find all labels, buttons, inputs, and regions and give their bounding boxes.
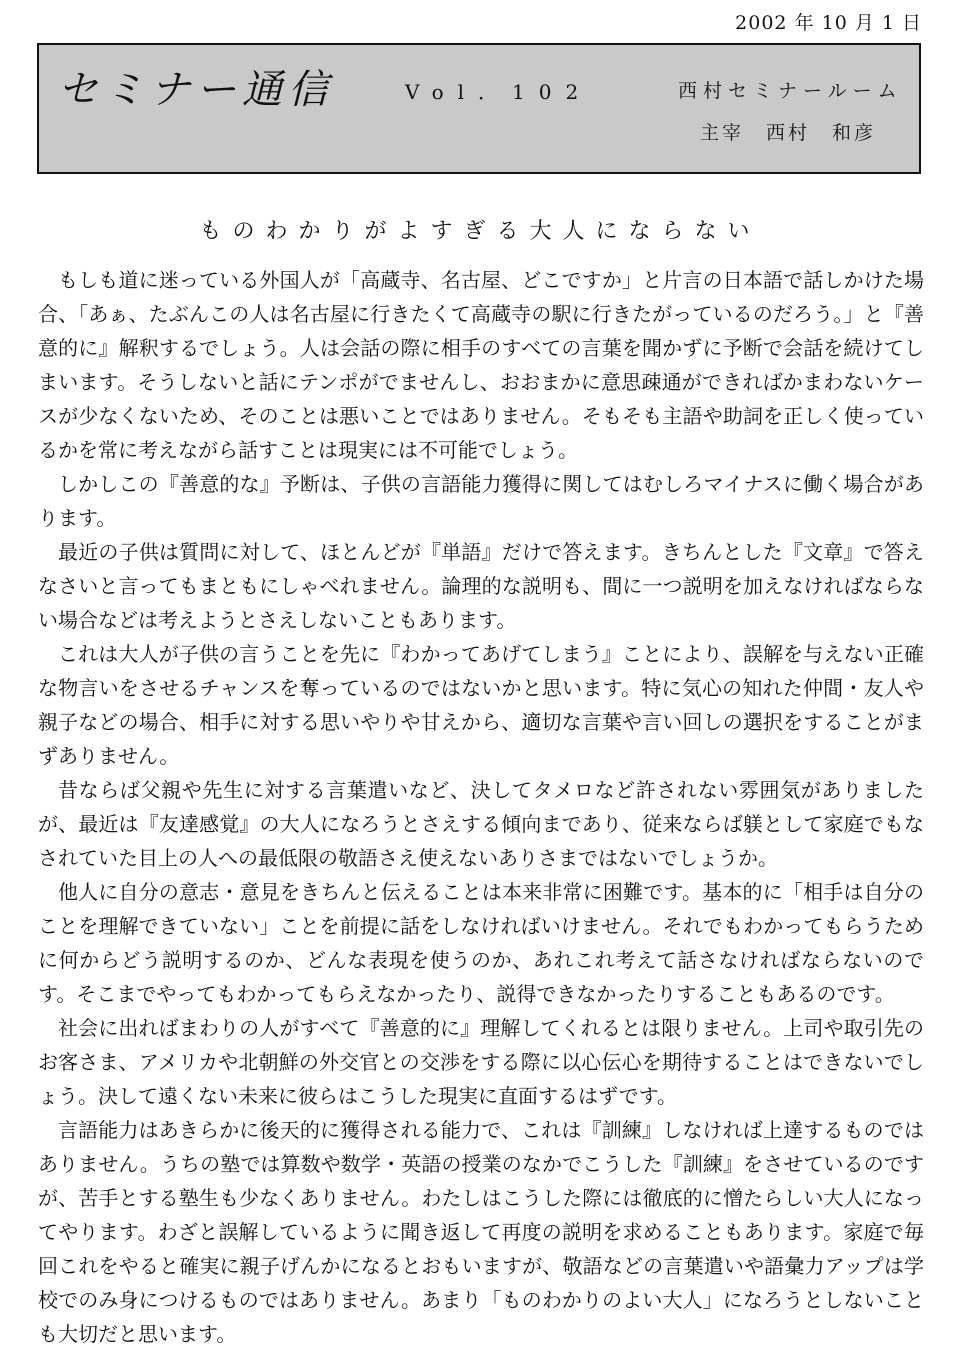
- newsletter-title: セミナー通信: [58, 67, 334, 113]
- article-headline: ものわかりがよすぎる大人にならない: [199, 219, 761, 244]
- article-paragraph: 言語能力はあきらかに後天的に獲得される能力で、これは『訓練』しなければ上達するものではありません。うちの塾では算数や数学・英語の授業のなかでこうした『訓練』をさせているのですが、苦手とする塾生も少なくありません。わたしはこうした際には徹底的に憎たらしい大人になってやります。わざと誤解しているように聞き返して再度の説明を求めることもあります。家庭で毎回これをやると確実に親子げんかになるとおもいますが、敬語などの言葉遣いや語彙力アップは学校でのみ身につけるものではありません。あまり「ものわかりのよい大人」になろうとしないことも大切だと思います。: [38, 1118, 924, 1346]
- article-body: [38, 263, 924, 1351]
- article-paragraph: これは大人が子供の言うことを先に『わかってあげてしまう』ことにより、誤解を与えない正確な物言いをさせるチャンスを奪っているのではないかと思います。特に気心の知れた仲間・友人や親子などの場合、相手に対する思いやりや甘えから、適切な言葉や言い回しの選択をすることがまずありません。: [38, 642, 924, 768]
- volume-number: Vol．102: [405, 80, 593, 104]
- organization-name: 西村セミナールーム: [678, 80, 903, 102]
- article-paragraph: もしも道に迷っている外国人が「高蔵寺、名古屋、どこですか」と片言の日本語で話しかけた場合、「あぁ、たぶんこの人は名古屋に行きたくて高蔵寺の駅に行きたがっているのだろう。」と『善意的に』解釈するでしょう。人は会話の際に相手のすべての言葉を聞かずに予断で会話を続けてしまいます。そうしないと話にテンポがでませんし、おおまかに意思疎通ができればかまわないケースが少なくないため、そのことは悪いことではありません。そもそも主語や助詞を正しく使っているかを常に考えながら話すことは現実には不可能でしょう。: [38, 268, 924, 462]
- article-paragraph: 昔ならば父親や先生に対する言葉遣いなど、決してタメロなど許されない雰囲気がありましたが、最近は『友達感覚』の大人になろうとさえする傾向まであり、従来ならば躾として家庭でもなされていた目上の人への最低限の敬語さえ使えないありさまではないでしょうか。: [38, 778, 924, 870]
- article-paragraph: 社会に出ればまわりの人がすべて『善意的に』理解してくれるとは限りません。上司や取引先のお客さま、アメリカや北朝鮮の外交官との交渉をする際に以心伝心を期待することはできないでしょう。決して遠くない未来に彼らはこうした現実に直面するはずです。: [38, 1016, 924, 1108]
- article-paragraph: 他人に自分の意志・意見をきちんと伝えることは本来非常に困難です。基本的に「相手は自分のことを理解できていない」ことを前提に話をしなければいけません。それでもわかってもらうために何からどう説明するのか、どんな表現を使うのか、あれこれ考えて話さなければならないのです。そこまでやってもわかってもらえなかったり、説得できなかったりすることもあるのです。: [38, 880, 924, 1006]
- article-paragraph: しかしこの『善意的な』予断は、子供の言語能力獲得に関してはむしろマイナスに働く場合があります。: [38, 472, 924, 530]
- article-paragraph: 最近の子供は質問に対して、ほとんどが『単語』だけで答えます。きちんとした『文章』で答えなさいと言ってもまともにしゃべれません。論理的な説明も、間に一つ説明を加えなければならない場合などは考えようとさえしないこともあります。: [38, 540, 924, 632]
- editor-name: 主宰 西村 和彦: [700, 122, 877, 144]
- issue-date: 2002 年 10 月 1 日: [735, 12, 922, 34]
